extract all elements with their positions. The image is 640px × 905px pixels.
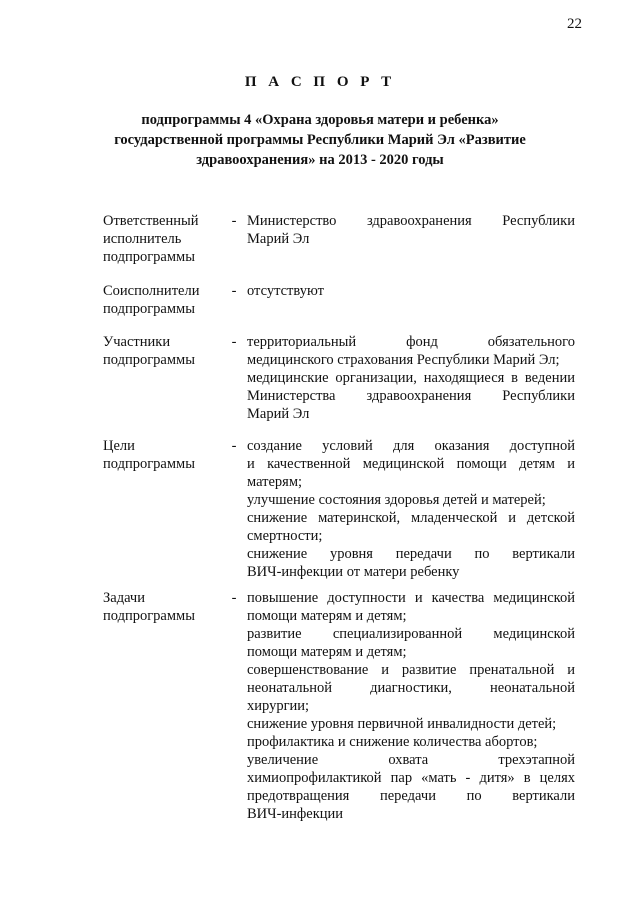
- row-dash: -: [231, 283, 237, 299]
- value-line: повышение доступности и качества медицинской: [247, 590, 575, 606]
- subtitle-line: государственной программы Республики Марий Эл «Развитие: [114, 132, 526, 148]
- label-line: подпрограммы: [103, 608, 195, 624]
- value-line: медицинского страхования Республики Марий Эл;: [247, 352, 560, 368]
- passport-table: [103, 212, 575, 822]
- value-line: снижение уровня передачи по вертикали: [247, 546, 575, 562]
- row-label: [103, 589, 221, 625]
- value-line: территориальный фонд обязательного: [247, 334, 575, 350]
- value-line: улучшение состояния здоровья детей и матерей;: [247, 492, 546, 508]
- label-line: подпрограммы: [103, 352, 195, 368]
- label-line: исполнитель: [103, 231, 182, 247]
- row-dash: -: [231, 213, 237, 229]
- value-line: Марий Эл: [247, 231, 310, 247]
- row-value: [247, 589, 575, 823]
- label-line: Задачи: [103, 590, 145, 606]
- label-line: подпрограммы: [103, 301, 195, 317]
- value-line: совершенствование и развитие пренатальной и: [247, 662, 575, 678]
- value-line: помощи матерям и детям;: [247, 608, 407, 624]
- value-line: отсутствуют: [247, 283, 324, 299]
- subtitle-line: подпрограммы 4 «Охрана здоровья матери и ребенка»: [141, 112, 499, 128]
- row-dash: -: [231, 438, 237, 454]
- value-line: увеличение охвата трехэтапной: [247, 752, 575, 768]
- row-label: [103, 212, 221, 266]
- value-line: снижение уровня первичной инвалидности детей;: [247, 716, 557, 732]
- value-line: развитие специализированной медицинской: [247, 626, 575, 642]
- subtitle-line: здравоохранения» на 2013 - 2020 годы: [196, 152, 444, 168]
- label-line: Ответственный: [103, 213, 199, 229]
- value-line: ВИЧ-инфекции: [247, 806, 344, 822]
- row-value: [247, 282, 575, 300]
- row-value: [247, 437, 575, 581]
- value-line: химиопрофилактикой пар «мать - дитя» в целях: [247, 770, 575, 786]
- label-line: подпрограммы: [103, 456, 195, 472]
- row-label: [103, 437, 221, 473]
- row-coexecutors: [103, 282, 575, 333]
- row-dash: -: [231, 334, 237, 350]
- value-line: предотвращения передачи по вертикали: [247, 788, 575, 804]
- row-label: [103, 282, 221, 318]
- label-line: Соисполнители: [103, 283, 200, 299]
- value-line: смертности;: [247, 528, 323, 544]
- row-participants: [103, 333, 575, 437]
- row-tasks: [103, 589, 575, 822]
- value-line: помощи матерям и детям;: [247, 644, 407, 660]
- value-line: матерям;: [247, 474, 303, 490]
- value-line: создание условий для оказания доступной: [247, 438, 575, 454]
- row-value: [247, 333, 575, 423]
- value-line: медицинские организации, находящиеся в ведении: [247, 370, 575, 386]
- label-line: Цели: [103, 438, 135, 454]
- document-title: П А С П О Р Т: [244, 74, 396, 90]
- value-line: Марий Эл: [247, 406, 310, 422]
- label-line: подпрограммы: [103, 249, 195, 265]
- row-responsible-executor: [103, 212, 575, 282]
- value-line: снижение материнской, младенческой и детской: [247, 510, 575, 526]
- row-dash: -: [231, 590, 237, 606]
- value-line: неонатальной диагностики, неонатальной: [247, 680, 575, 696]
- value-line: ВИЧ-инфекции от матери ребенку: [247, 564, 460, 580]
- row-goals: [103, 437, 575, 589]
- label-line: Участники: [103, 334, 171, 350]
- value-line: профилактика и снижение количества абортов;: [247, 734, 538, 750]
- page-number: 22: [567, 16, 582, 32]
- value-line: Министерство здравоохранения Республики: [247, 213, 575, 229]
- value-line: и качественной медицинской помощи детям и: [247, 456, 575, 472]
- document-subtitle: [110, 110, 530, 170]
- value-line: хирургии;: [247, 698, 310, 714]
- value-line: Министерства здравоохранения Республики: [247, 388, 575, 404]
- row-value: [247, 212, 575, 248]
- row-label: [103, 333, 221, 369]
